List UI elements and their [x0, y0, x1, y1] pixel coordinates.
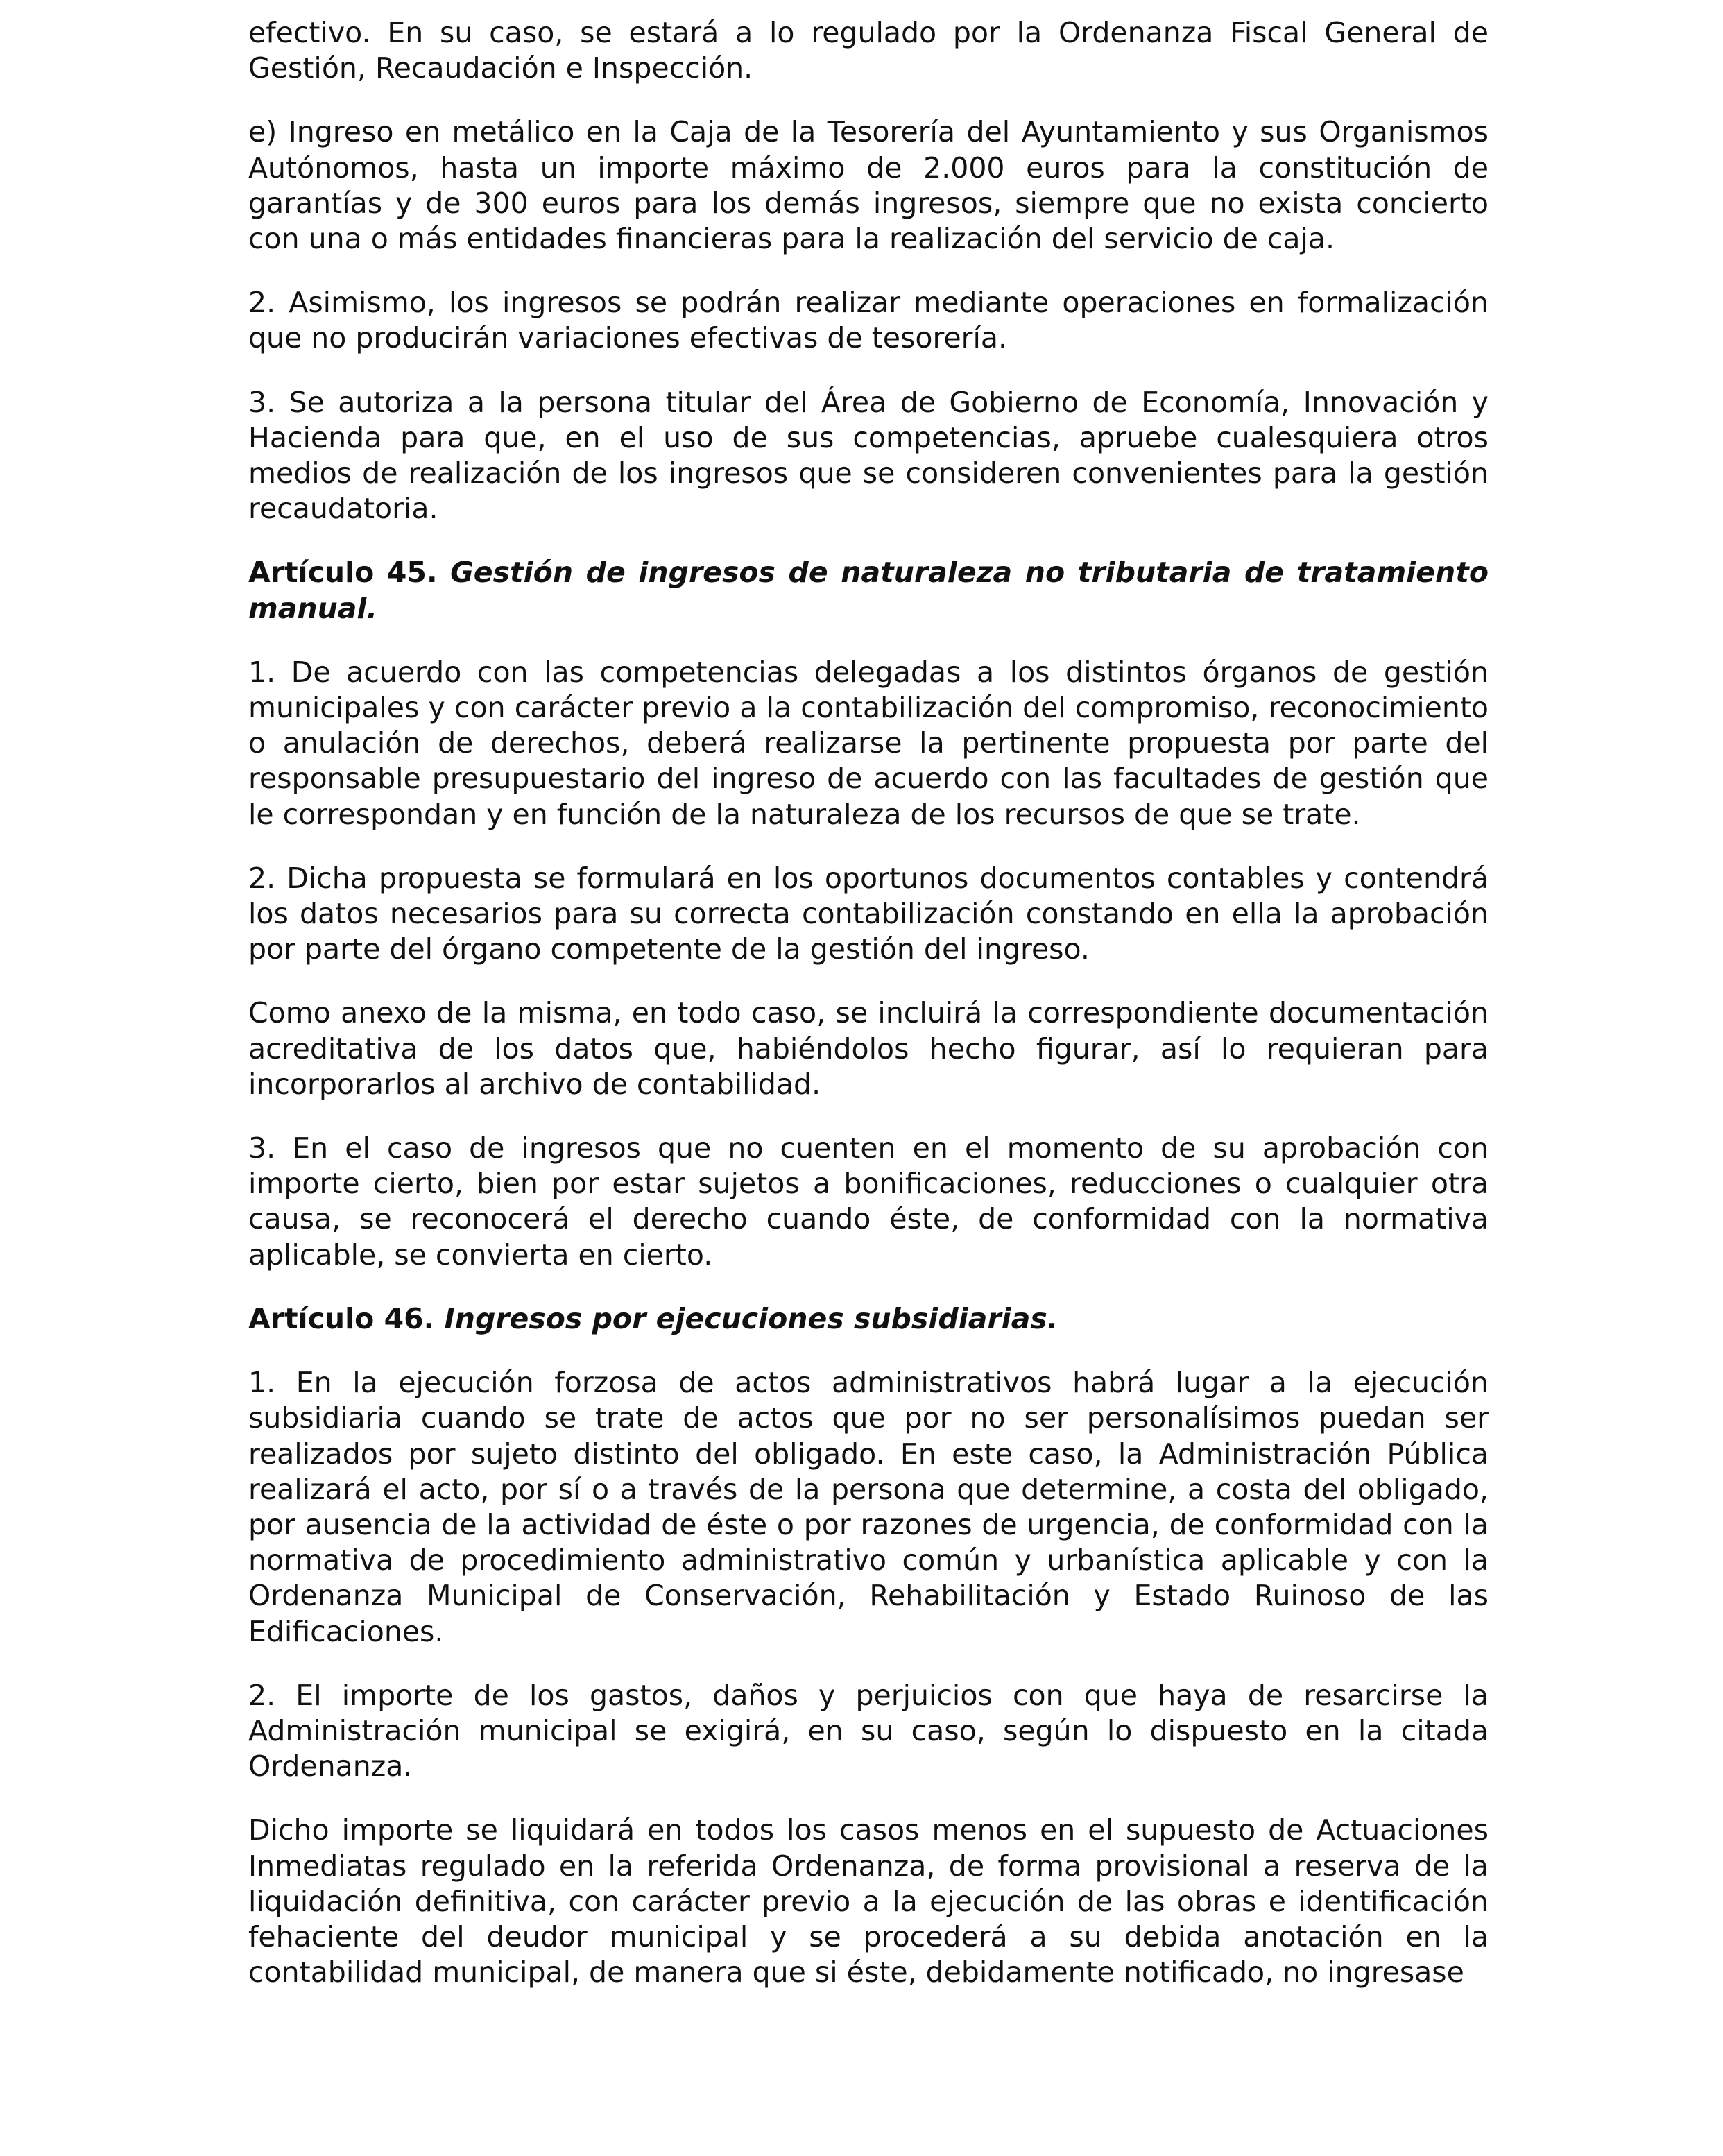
paragraph-formalizacion: 2. Asimismo, los ingresos se podrán realizar mediante operaciones en formalización que no producirán variaciones efectivas de tesorería.	[248, 286, 1489, 355]
article-45-paragraph-anexo: Como anexo de la misma, en todo caso, se incluirá la correspondiente documentación acreditativa de los datos que, habiéndolos hecho figurar, así lo requieran para incorporarlos al archivo de contabilidad.	[248, 996, 1489, 1101]
article-46-title: Ingresos por ejecuciones subsidiarias.	[444, 1301, 1058, 1335]
article-45-heading	[248, 555, 1489, 626]
document-page	[248, 15, 1489, 2019]
article-45-paragraph-2: 2. Dicha propuesta se formulará en los oportunos documentos contables y contendrá los datos necesarios para su correcta contabilización constando en ella la aprobación por parte del órgano competente de la gestión del ingreso.	[248, 861, 1489, 966]
article-46-paragraph-2: 2. El importe de los gastos, daños y perjuicios con que haya de resarcirse la Administración municipal se exigirá, en su caso, según lo dispuesto en la citada Ordenanza.	[248, 1678, 1489, 1783]
article-45-number: Artículo 45.	[248, 556, 438, 590]
article-46-paragraph-liquidacion: Dicho importe se liquidará en todos los casos menos en el supuesto de Actuaciones Inmediatas regulado en la referida Ordenanza, de forma provisional a reserva de la liquidación definitiva, con carácter previo a la ejecución de las obras e identificación fehaciente del deudor municipal y se procederá a su debida anotación en la contabilidad municipal, de manera que si éste, debidamente notificado, no ingresase	[248, 1813, 1489, 1990]
article-45-paragraph-1: 1. De acuerdo con las competencias delegadas a los distintos órganos de gestión municipales y con carácter previo a la contabilización del compromiso, reconocimiento o anulación de derechos, deberá realizarse la pertinente propuesta por parte del responsable presupuestario del ingreso de acuerdo con las facultades de gestión que le correspondan y en función de la naturaleza de los recursos de que se trate.	[248, 655, 1489, 831]
article-45-paragraph-3: 3. En el caso de ingresos que no cuenten en el momento de su aprobación con importe cierto, bien por estar sujetos a bonificaciones, reducciones o cualquier otra causa, se reconocerá el derecho cuando éste, de conformidad con la normativa aplicable, se convierta en cierto.	[248, 1131, 1489, 1272]
paragraph-ingreso-metalico: e) Ingreso en metálico en la Caja de la Tesorería del Ayuntamiento y sus Organismos Autónomos, hasta un importe máximo de 2.000 euros para la constitución de garantías y de 300 euros para los demás ingresos, siempre que no exista concierto con una o más entidades financieras para la realización del servicio de caja.	[248, 115, 1489, 256]
article-46-heading	[248, 1301, 1489, 1337]
article-45-title: Gestión de ingresos de naturaleza no tributaria de tratamiento manual.	[248, 556, 1489, 625]
article-46-number: Artículo 46.	[248, 1301, 435, 1335]
paragraph-efectivo: efectivo. En su caso, se estará a lo regulado por la Ordenanza Fiscal General de Gestión, Recaudación e Inspección.	[248, 16, 1489, 85]
article-46-paragraph-1: 1. En la ejecución forzosa de actos administrativos habrá lugar a la ejecución subsidiaria cuando se trate de actos que por no ser personalísimos puedan ser realizados por sujeto distinto del obligado. En este caso, la Administración Pública realizará el acto, por sí o a través de la persona que determine, a costa del obligado, por ausencia de la actividad de éste o por razones de urgencia, de conformidad con la normativa de procedimiento administrativo común y urbanística aplicable y con la Ordenanza Municipal de Conservación, Rehabilitación y Estado Ruinoso de las Edificaciones.	[248, 1366, 1489, 1648]
paragraph-autorizacion: 3. Se autoriza a la persona titular del Área de Gobierno de Economía, Innovación y Hacienda para que, en el uso de sus competencias, apruebe cualesquiera otros medios de realización de los ingresos que se consideren convenientes para la gestión recaudatoria.	[248, 385, 1489, 526]
